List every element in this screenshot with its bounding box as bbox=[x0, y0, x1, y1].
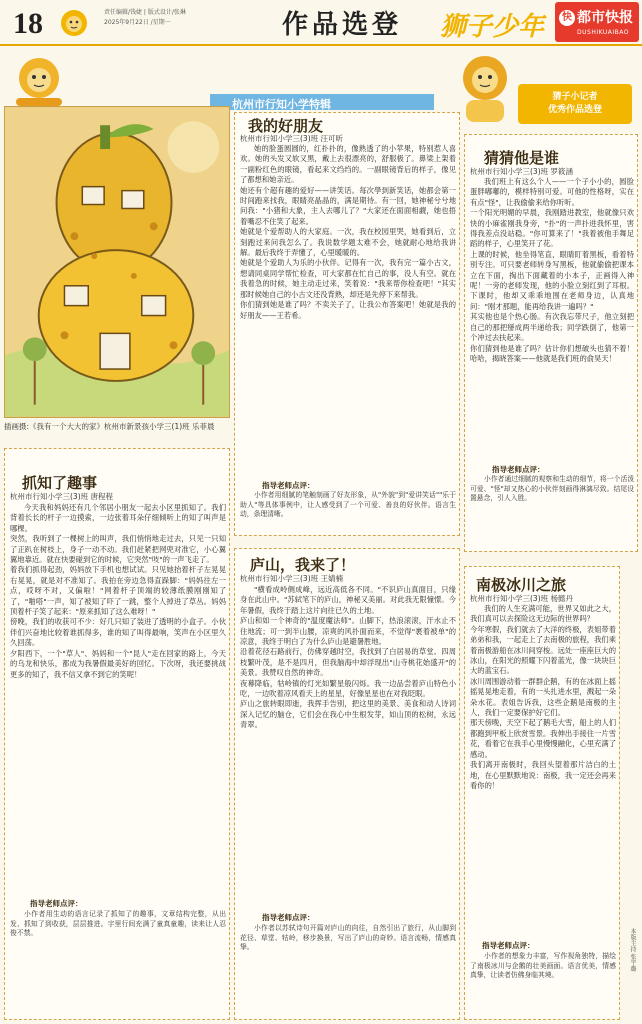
article-title: 猜猜他是谁 bbox=[484, 149, 560, 167]
header-rule bbox=[0, 44, 642, 46]
logo-mark-icon: 快 bbox=[559, 10, 575, 26]
teacher-note-heading: 指导老师点评： bbox=[482, 941, 535, 950]
article-author: 杭州市行知小学三(3)班 汪可昕 bbox=[240, 134, 344, 143]
article-title: 抓知了趣事 bbox=[22, 474, 98, 492]
teacher-note-heading: 指导老师点评： bbox=[262, 913, 315, 922]
article-title: 我的好朋友 bbox=[248, 117, 324, 135]
article-author: 杭州市行知小学三(3)班 罗筱涵 bbox=[470, 167, 574, 176]
lion-mascot-right-icon bbox=[452, 52, 518, 124]
painting-caption: 插画摄:《我有一个大大的家》杭州市新景孩小学三(1)班 乐菲晨 bbox=[4, 422, 215, 431]
lion-head-icon bbox=[52, 8, 96, 38]
logo-name-en: DUSHIKUAIBAO bbox=[577, 29, 629, 36]
page-number: 18 bbox=[13, 7, 43, 40]
article-author: 杭州市行知小学三(3)班 杨懿丹 bbox=[470, 594, 574, 603]
newspaper-logo bbox=[555, 2, 639, 42]
brand-title: 狮子少年 bbox=[440, 12, 545, 42]
article-body: 今天我和妈妈还有几个邻居小朋友一起去小区里抓知了。我们背着长长的杆子一边摸索，一边张着耳朵仔细倾听上的知了叫声是哪棵。 突然，我听到了一棵树上的叫声，我们悄悄地走过去，只见一只知了正趴在树枝上，身子一动不动。我们赶紧把网兜对准它，小心翼翼地靠近。就在快要碰到它的时候，它突然"吱"的一声飞走了。 着我们抓得起劲，妈妈放下手机也想试试。只见她抬着杆子左晃晃右晃晃，就是对不准知了。我拍在旁边急得直跺脚："妈妈往左一点，哎呀不对，又偏啦！"网着杆子顶端的较薄纸膜刚刚知了了，"啪嗒"一声，知了被知了吓了一跳，整个人掉进了草丛。妈妈顶着杆子笑了起来："原来抓知了这么难呀！" 傍晚，我们的收获可不少：好几只知了装进了透明的小盒子。小伙伴们兴奋地比较着谁抓得多，谁的知了叫得最响，笑声在小区里久久回荡。 夕阳西下，一个"草人"、妈妈和一个"昆人"走在回家的路上，今天的乌龙和快乐，都成为我暑假最美好的回忆。下次呀，我还要挑战更多的知了，我不信又拿不到它的笑呢！ bbox=[10, 503, 226, 679]
teacher-note-body: 小作者用生动的语言记录了抓知了的趣事，文章结构完整，从出发、抓知了到收获，层层推进。字里行间充满了童真童趣，读来让人忍俊不禁。 bbox=[10, 910, 226, 938]
teacher-note-heading: 指导老师点评： bbox=[262, 481, 315, 490]
teacher-note-body: 小作者通过细腻的观察和生动的细节，将一个活泼可爱、"怪"却又热心的小伙伴刻画得淋漓尽致。结尾设置悬念，引人入胜。 bbox=[470, 475, 634, 503]
issue-date: 2025年9月22日 /星期一 bbox=[104, 19, 171, 26]
school-banner: 杭州市行知小学特辑 bbox=[232, 98, 331, 111]
badge-line1: 猜子小记者 bbox=[552, 92, 598, 102]
article-author: 杭州市行知小学三(3)班 唐程程 bbox=[10, 492, 114, 501]
article-body: 我们班上有这么个人——一个子小小的，圆脸蛋胖嘟嘟的，模样特别可爱。可他的性格呀，实在有点"怪"，让我偷偷来给你听听。 一个阳光明媚的早晨，我刚踏进教室，他就像只欢快的小麻雀刚我身旁，"扑"的一声扑进我怀里，害得我差点没站稳。"你可算来了！"我着被他手舞足蹈的样子，心里笑开了花。 上课的时候，他坐得笔直，眼睛盯着黑板，看着特别专注。可只要老师转身写黑板，他就偷偷把课本立在下面，掏出下面藏着的小本子，正画得入神呢！一旁的老师发现，他的小脸立刻红到了耳根。下课时，他却又乖乖地围在老师身边，认真地问："刚才那题，能再给我讲一遍吗？" 其实他也是个热心肠。有次我忘带尺子，他立刻把自己的那把掰成两半递给我；同学跌倒了，他第一个冲过去扶起来。 你们猜到他是谁了吗？估计你们想破头也猜不着！哈哈，揭晓答案——他就是我们班的俞昊天！ bbox=[470, 177, 634, 363]
article-body: "横看成岭侧成峰，远近高低各不同。"不识庐山真面目，只缘身在此山中。"苏轼笔下的庐山，神秘又美丽。对此我无限憧憬。今年暑假，我终于踏上这片向往已久的土地。 庐山和如一个神奇的"温度魔法师"。山脚下，热浪滚滚，汗水止不住地流；可一到半山腰，凉爽的风扑面而来，不觉得"裹着被单"的凉意，我终于明白了为什么庐山是避暑胜地。 沿着花径石路前行，仿佛穿越时空，我找到了白居易的草堂。四周枝繁叶茂，是不是四月，但我脑海中却浮现出"山寺桃花始盛开"的美景。我赞叹自然的神奇。 夜幕降临，牯岭镇的灯光如繁星般闪烁。我一边品尝着庐山特色小吃，一边吹着凉风看天上的星星，好像星星也在对我眨眼。 庐山之旅转眼即逝，我挥手告别，把这里的美景、美食和动人诗词深入记忆的脑仓，它们会在我心中生根发芽，如山顶的松树，永远青翠。 bbox=[240, 585, 456, 730]
article-body: 我们的人生充满可能，世界又如此之大，我们真可以去探险这无边际的世界吗？ 今年寒假，我们就去了大洋的终极，表姐带着弟弟和我，一起走上了去南极的旅程，我们乘着南极游船在冰川间穿梭。远处一座座巨大的冰山，在阳光的照耀下闪着蓝光，像一块块巨大的蓝宝石。 冰川周围游动着一群群企鹅，有的在冰面上摇摇晃晃地走着，有的一头扎进水里，溅起一朵朵水花。表姐告诉我，这些企鹅是南极的主人，我们一定要保护好它们。 那天傍晚，天空下起了鹅毛大雪，船上的人们都跑到甲板上欣赏雪景。我伸出手接住一片雪花，看着它在我手心里慢慢融化，心里充满了感动。 我们离开南极时，我回头望着那片洁白的土地，在心里默默地说：南极，我一定还会再来看你的！ bbox=[470, 604, 616, 790]
reporter-badge bbox=[518, 84, 632, 124]
article-title: 南极冰川之旅 bbox=[476, 576, 567, 594]
lion-mascot-left-icon bbox=[4, 56, 74, 108]
editor-info: 责任编辑/钱婕 | 版式设计/张琳 bbox=[104, 9, 186, 16]
teacher-note-body: 小作者的想象力丰富，写作视角独特，描绘了南极冰川与企鹅的壮美画面。语言优美，情感真挚，让读者仿佛身临其境。 bbox=[470, 952, 616, 980]
article-author: 杭州市行知小学三(3)班 王婧楠 bbox=[240, 574, 344, 583]
article-title: 庐山，我来了！ bbox=[250, 556, 356, 574]
badge-line2: 优秀作品选登 bbox=[547, 105, 602, 115]
teacher-note-body: 小作者用细腻的笔触刻画了好友形象，从"外貌"到"爱讲笑话""乐于助人"等具体事例中，让人感受到了一个可爱、善良的好伙伴。语言生动，条理清晰。 bbox=[240, 491, 456, 519]
section-title: 作品选登 bbox=[282, 10, 403, 40]
teacher-note-heading: 指导老师点评： bbox=[30, 899, 83, 908]
teacher-note-body: 小作者以苏轼诗句开篇对庐山的向往，自然引出了旅行，从山脚到花径、草堂、牯岭，移步换景，写出了庐山的奇妙。语言流畅，情感真挚。 bbox=[240, 924, 456, 952]
children-painting bbox=[4, 106, 230, 418]
teacher-note-heading: 指导老师点评： bbox=[492, 465, 545, 474]
article-body: 她的脸蛋圆圆的，红扑扑的，像熟透了的小苹果，特别惹人喜欢。她的头发又软又黑，戴上去很漂亮的，舒服极了。鼻梁上架着一副粉红色的眼镜，看起来文绉绉的。一副眼镜背后的样子，像见了都想和她亲近。 她还有个超有趣的爱好——讲笑话。每次學到新笑话，她都会第一时间跑来找我，眼睛亮晶晶的，满是期待。有一回，她神秘兮兮地问我："小猪和大象，主人去哪儿了？"大家还在面面相觑，她也捂着嘴忍不住笑了起来。 她就是个爱帮助人的大家庭。一次，我在校园里哭，她看到后，立刻跑过来问我怎么了。我说数学题太难不会，她就耐心地给我讲解。最后我终于弄懂了，心里暖暖的。 她就是个爱助人为乐的小伙伴。记得有一次，我有完一篇小古文，想请同桌同学帮忙检查，可大家都在忙自己的事，没人有空。就在我着急的时候，她主动走过来，笑着说："我来帮你检查吧！"其实那时候她自己的小古文还没背熟，却还是先停下来帮我。 你们猜到她是谁了吗？不卖关子了，让我公布答案吧！她就是我的好朋友——王若希。 bbox=[240, 144, 456, 320]
host-note: 本版主持 张宇璐 bbox=[629, 928, 636, 972]
logo-name: 都市快报 bbox=[577, 10, 633, 26]
